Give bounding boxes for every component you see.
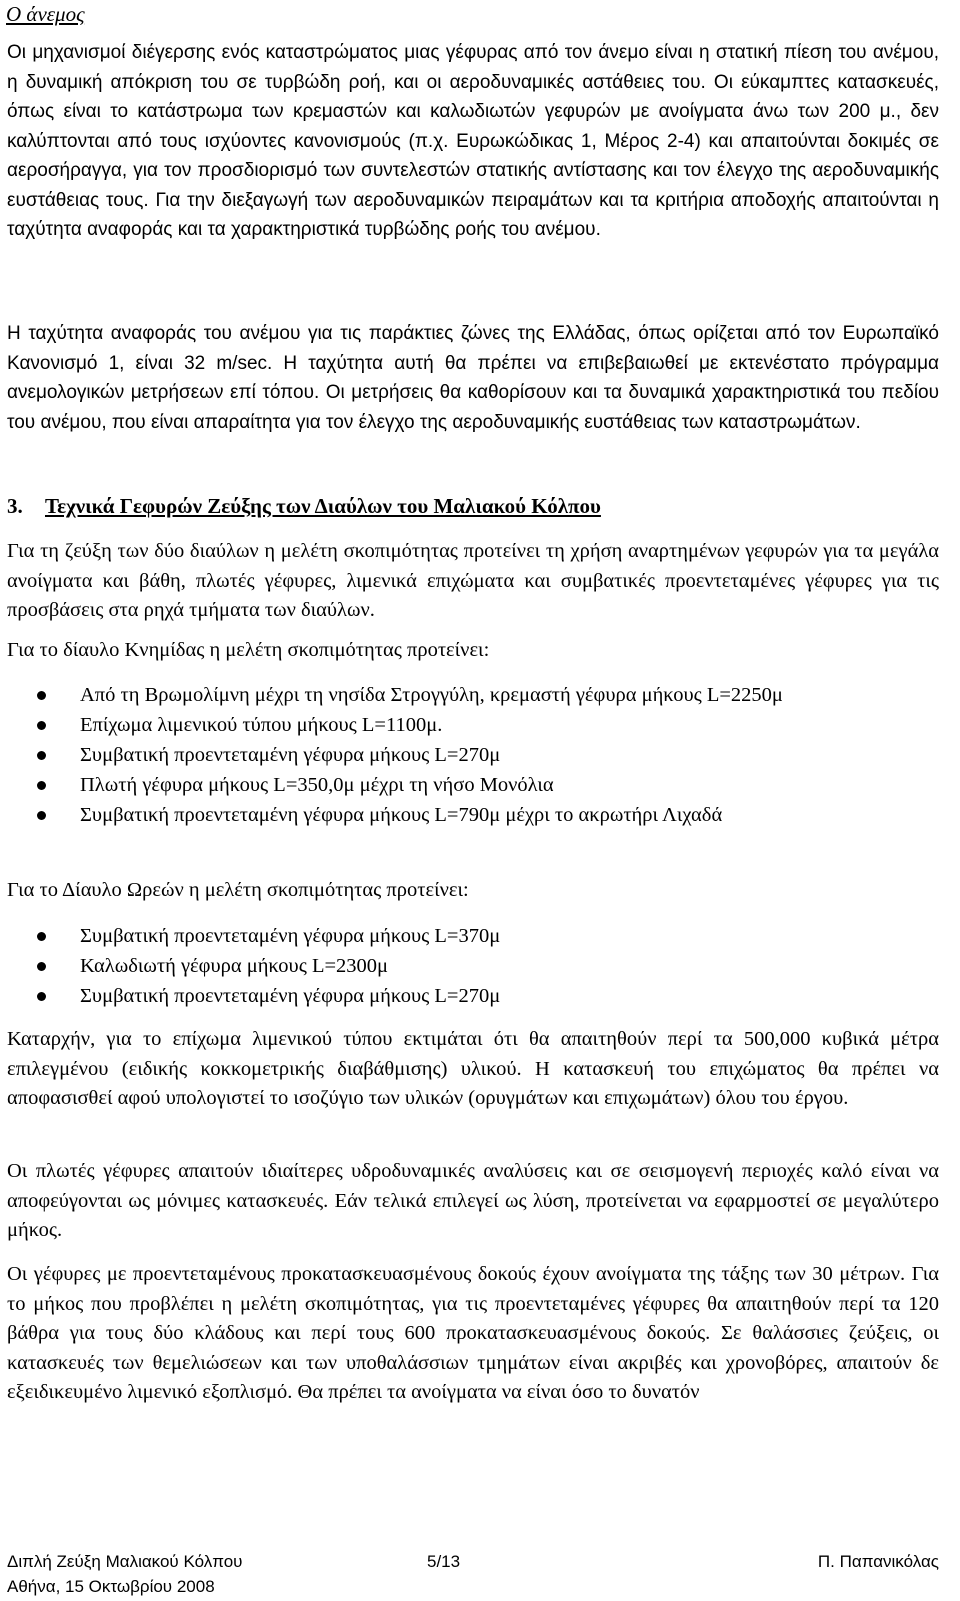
list-item: Συμβατική προεντεταμένη γέφυρα μήκους L=370μ — [0, 921, 940, 951]
paragraph-floating-bridges: Οι πλωτές γέφυρες απαιτούν ιδιαίτερες υδροδυναμικές αναλύσεις και σε σεισμογενή περιοχές καλό είναι να αποφεύγονται ως μόνιμες κατασκευές. Εάν τελικά επιλεγεί ως λύση, προτείνεται να εφαρμοστεί σε μεγαλύτερο μήκος. — [7, 1160, 939, 1241]
footer-place-date: Αθήνα, 15 Οκτωβρίου 2008 — [7, 1577, 215, 1596]
paragraph-oreon-intro: Για το Δίαυλο Ωρεών η μελέτη σκοπιμότητας προτείνει: — [7, 879, 469, 901]
section-heading — [7, 494, 939, 519]
bullet-icon — [37, 811, 46, 820]
list-item: Πλωτή γέφυρα μήκους L=350,0μ μέχρι τη νήσο Μονόλια — [0, 770, 940, 800]
footer-document-title: Διπλή Ζεύξη Μαλιακού Κόλπου — [7, 1552, 243, 1571]
list-item: Από τη Βρωμολίμνη μέχρι τη νησίδα Στρογγύλη, κρεμαστή γέφυρα μήκους L=2250μ — [0, 680, 940, 710]
list-item: Συμβατική προεντεταμένη γέφυρα μήκους L=790μ μέχρι το ακρωτήρι Λιχαδά — [0, 800, 940, 830]
paragraph-embankment: Καταρχήν, για το επίχωμα λιμενικού τύπου εκτιμάται ότι θα απαιτηθούν περί τα 500,000 κυβικά μέτρα επιλεγμένου (ειδικής κοκκομετρικής διαβάθμισης) υλικού. Η κατασκευή του επιχώματος θα πρέπει να αποφασισθεί αφού υπολογιστεί το ισοζύγιο των υλικών (ορυγμάτων και επιχωμάτων) όλου του έργου. — [7, 1028, 939, 1109]
bullet-icon — [37, 781, 46, 790]
list-item: Καλωδιωτή γέφυρα μήκους L=2300μ — [0, 951, 940, 981]
oreon-bridge-list — [0, 921, 940, 1011]
bullet-icon — [37, 721, 46, 730]
page-footer — [7, 1549, 939, 1599]
knimidas-bridge-list — [0, 680, 940, 830]
paragraph-reference-speed: Η ταχύτητα αναφοράς του ανέμου για τις παράκτιες ζώνες της Ελλάδας, όπως ορίζεται από τον Ευρωπαϊκό Κανονισμό 1, είναι 32 m/sec. Η ταχύτητα αυτή θα πρέπει να επιβεβαιωθεί με εκτενέστατο πρόγραμμα ανεμολογικών μετρήσεων επί τόπου. Οι μετρήσεις θα καθορίσουν και τα δυναμικά χαρακτηριστικά του πεδίου του ανέμου, που είναι απαραίτητα για τον έλεγχο της αεροδυναμικής ευστάθειας των καταστρωμάτων. — [7, 323, 939, 433]
list-item: Επίχωμα λιμενικού τύπου μήκους L=1100μ. — [0, 710, 940, 740]
footer-author: Π. Παπανικόλας — [817, 1552, 939, 1571]
bullet-icon — [37, 691, 46, 700]
bullet-icon — [37, 932, 46, 941]
paragraph-wind-excitation: Οι μηχανισμοί διέγερσης ενός καταστρώματος μιας γέφυρας από τον άνεμο είναι η στατική πίεση του ανέμου, η δυναμική απόκριση του σε τυρβώδη ροή, και οι αεροδυναμικές αστάθειες του. Οι εύκαμπτες κατασκευές, όπως είναι το κατάστρωμα των κρεμαστών και καλωδιωτών γεφυρών με ανοίγματα άνω των 200 μ., δεν καλύπτονται από τους ισχύοντες κανονισμούς (π.χ. Ευρωκώδικας 1, Μέρος 2-4) και απαιτούνται δοκιμές σε αεροσήραγγα, για τον προσδιορισμό των συντελεστών στατικής αντίστασης και τον έλεγχο της αεροδυναμικής ευστάθειας τους. Για την διεξαγωγή των αεροδυναμικών πειραμάτων και τα κριτήρια αποδοχής απαιτούνται η ταχύτητα αναφοράς και τα χαρακτηριστικά τυρβώδης ροής του ανέμου. — [7, 42, 939, 240]
paragraph-channels-proposal: Για τη ζεύξη των δύο διαύλων η μελέτη σκοπιμότητας προτείνει τη χρήση αναρτημένων γεφυρών για τα μεγάλα ανοίγματα και βάθη, πλωτές γέφυρες, λιμενικά επιχώματα και συμβατικές προεντεταμένες γέφυρες για τις προσβάσεις στα ρηχά τμήματα των διαύλων. — [7, 540, 939, 621]
paragraph-prestressed-bridges: Οι γέφυρες με προεντεταμένους προκατασκευασμένους δοκούς έχουν ανοίγματα της τάξης των 30 μέτρων. Για το μήκος που προβλέπει η μελέτη σκοπιμότητας, για τις προεντεταμένες γέφυρες θα απαιτηθούν περί τα 120 βάθρα για τους δύο κλάδους και περί τους 600 προκατασκευασμένους δοκούς. Σε θαλάσσιες ζεύξεις, οι κατασκευές των θεμελιώσεων και των υποθαλάσσιων τμημάτων είναι ακριβές και χρονοβόρες, απαιτούν δε εξειδικευμένο λιμενικό εξοπλισμό. Θα πρέπει τα ανοίγματα να είναι όσο το δυνατόν — [7, 1263, 939, 1403]
bullet-icon — [37, 751, 46, 760]
section-heading-text: Τεχνικά Γεφυρών Ζεύξης των Διαύλων του Μαλιακού Κόλπου — [45, 494, 601, 518]
bullet-icon — [37, 992, 46, 1001]
list-item: Συμβατική προεντεταμένη γέφυρα μήκους L=270μ — [0, 981, 940, 1011]
list-item: Συμβατική προεντεταμένη γέφυρα μήκους L=270μ — [0, 740, 940, 770]
footer-page-number: 5/13 — [427, 1552, 461, 1571]
section-number: 3. — [7, 494, 23, 518]
section-subtitle: Ο άνεμος — [6, 2, 85, 26]
paragraph-knimidas-intro: Για το δίαυλο Κνημίδας η μελέτη σκοπιμότητας προτείνει: — [7, 639, 490, 661]
bullet-icon — [37, 962, 46, 971]
